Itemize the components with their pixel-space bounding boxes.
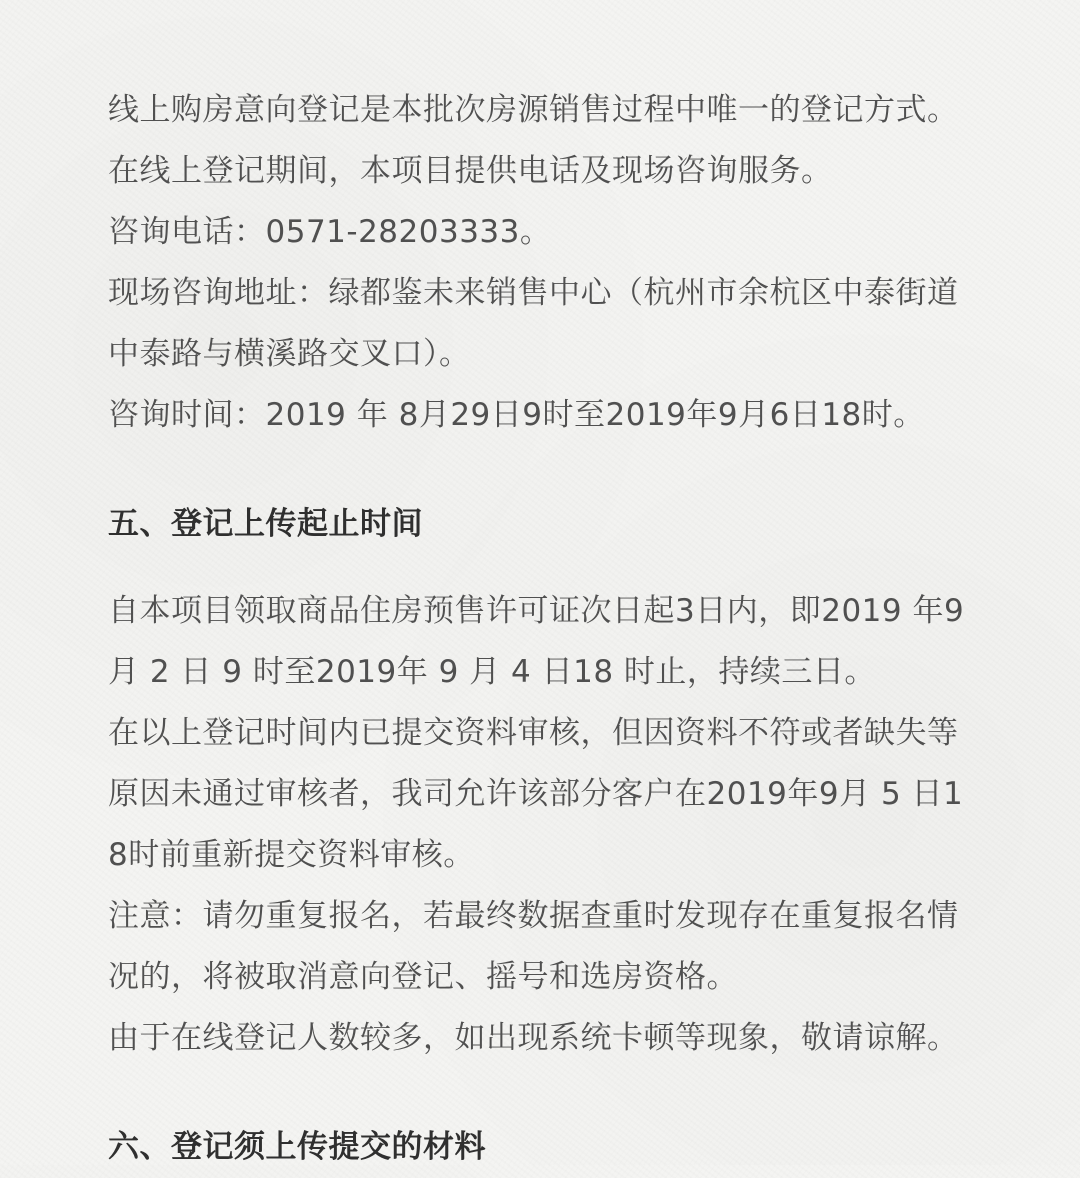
intro-paragraph-hours: 咨询时间：2019 年 8月29日9时至2019年9月6日18时。	[108, 397, 925, 433]
section-spacer	[108, 1069, 978, 1117]
intro-paragraph-registration: 线上购房意向登记是本批次房源销售过程中唯一的登记方式。在线上登记期间，本项目提供电话及现场咨询服务。	[108, 92, 959, 189]
section-5-paragraph-apology: 由于在线登记人数较多，如出现系统卡顿等现象，敬请谅解。	[108, 1020, 959, 1056]
section-6-heading: 六、登记须上传提交的材料	[108, 1129, 486, 1165]
heading-spacer	[108, 555, 978, 581]
section-5-paragraph-period: 自本项目领取商品住房预售许可证次日起3日内，即2019 年9月 2 日 9 时至2019年 9 月 4 日18 时止，持续三日。	[108, 593, 965, 690]
intro-paragraph-address: 现场咨询地址：绿都鉴未来销售中心（杭州市余杭区中泰街道中泰路与横溪路交叉口）。	[108, 275, 959, 372]
article-body	[108, 80, 978, 1178]
section-5-paragraph-resubmit: 在以上登记时间内已提交资料审核，但因资料不符或者缺失等原因未通过审核者，我司允许该部分客户在2019年9月 5 日18时前重新提交资料审核。	[108, 715, 964, 873]
section-spacer	[108, 446, 978, 494]
intro-paragraph-phone: 咨询电话：0571-28203333。	[108, 214, 552, 250]
section-5-heading: 五、登记上传起止时间	[108, 506, 423, 542]
section-5-paragraph-notice: 注意：请勿重复报名，若最终数据查重时发现存在重复报名情况的，将被取消意向登记、摇号和选房资格。	[108, 898, 959, 995]
